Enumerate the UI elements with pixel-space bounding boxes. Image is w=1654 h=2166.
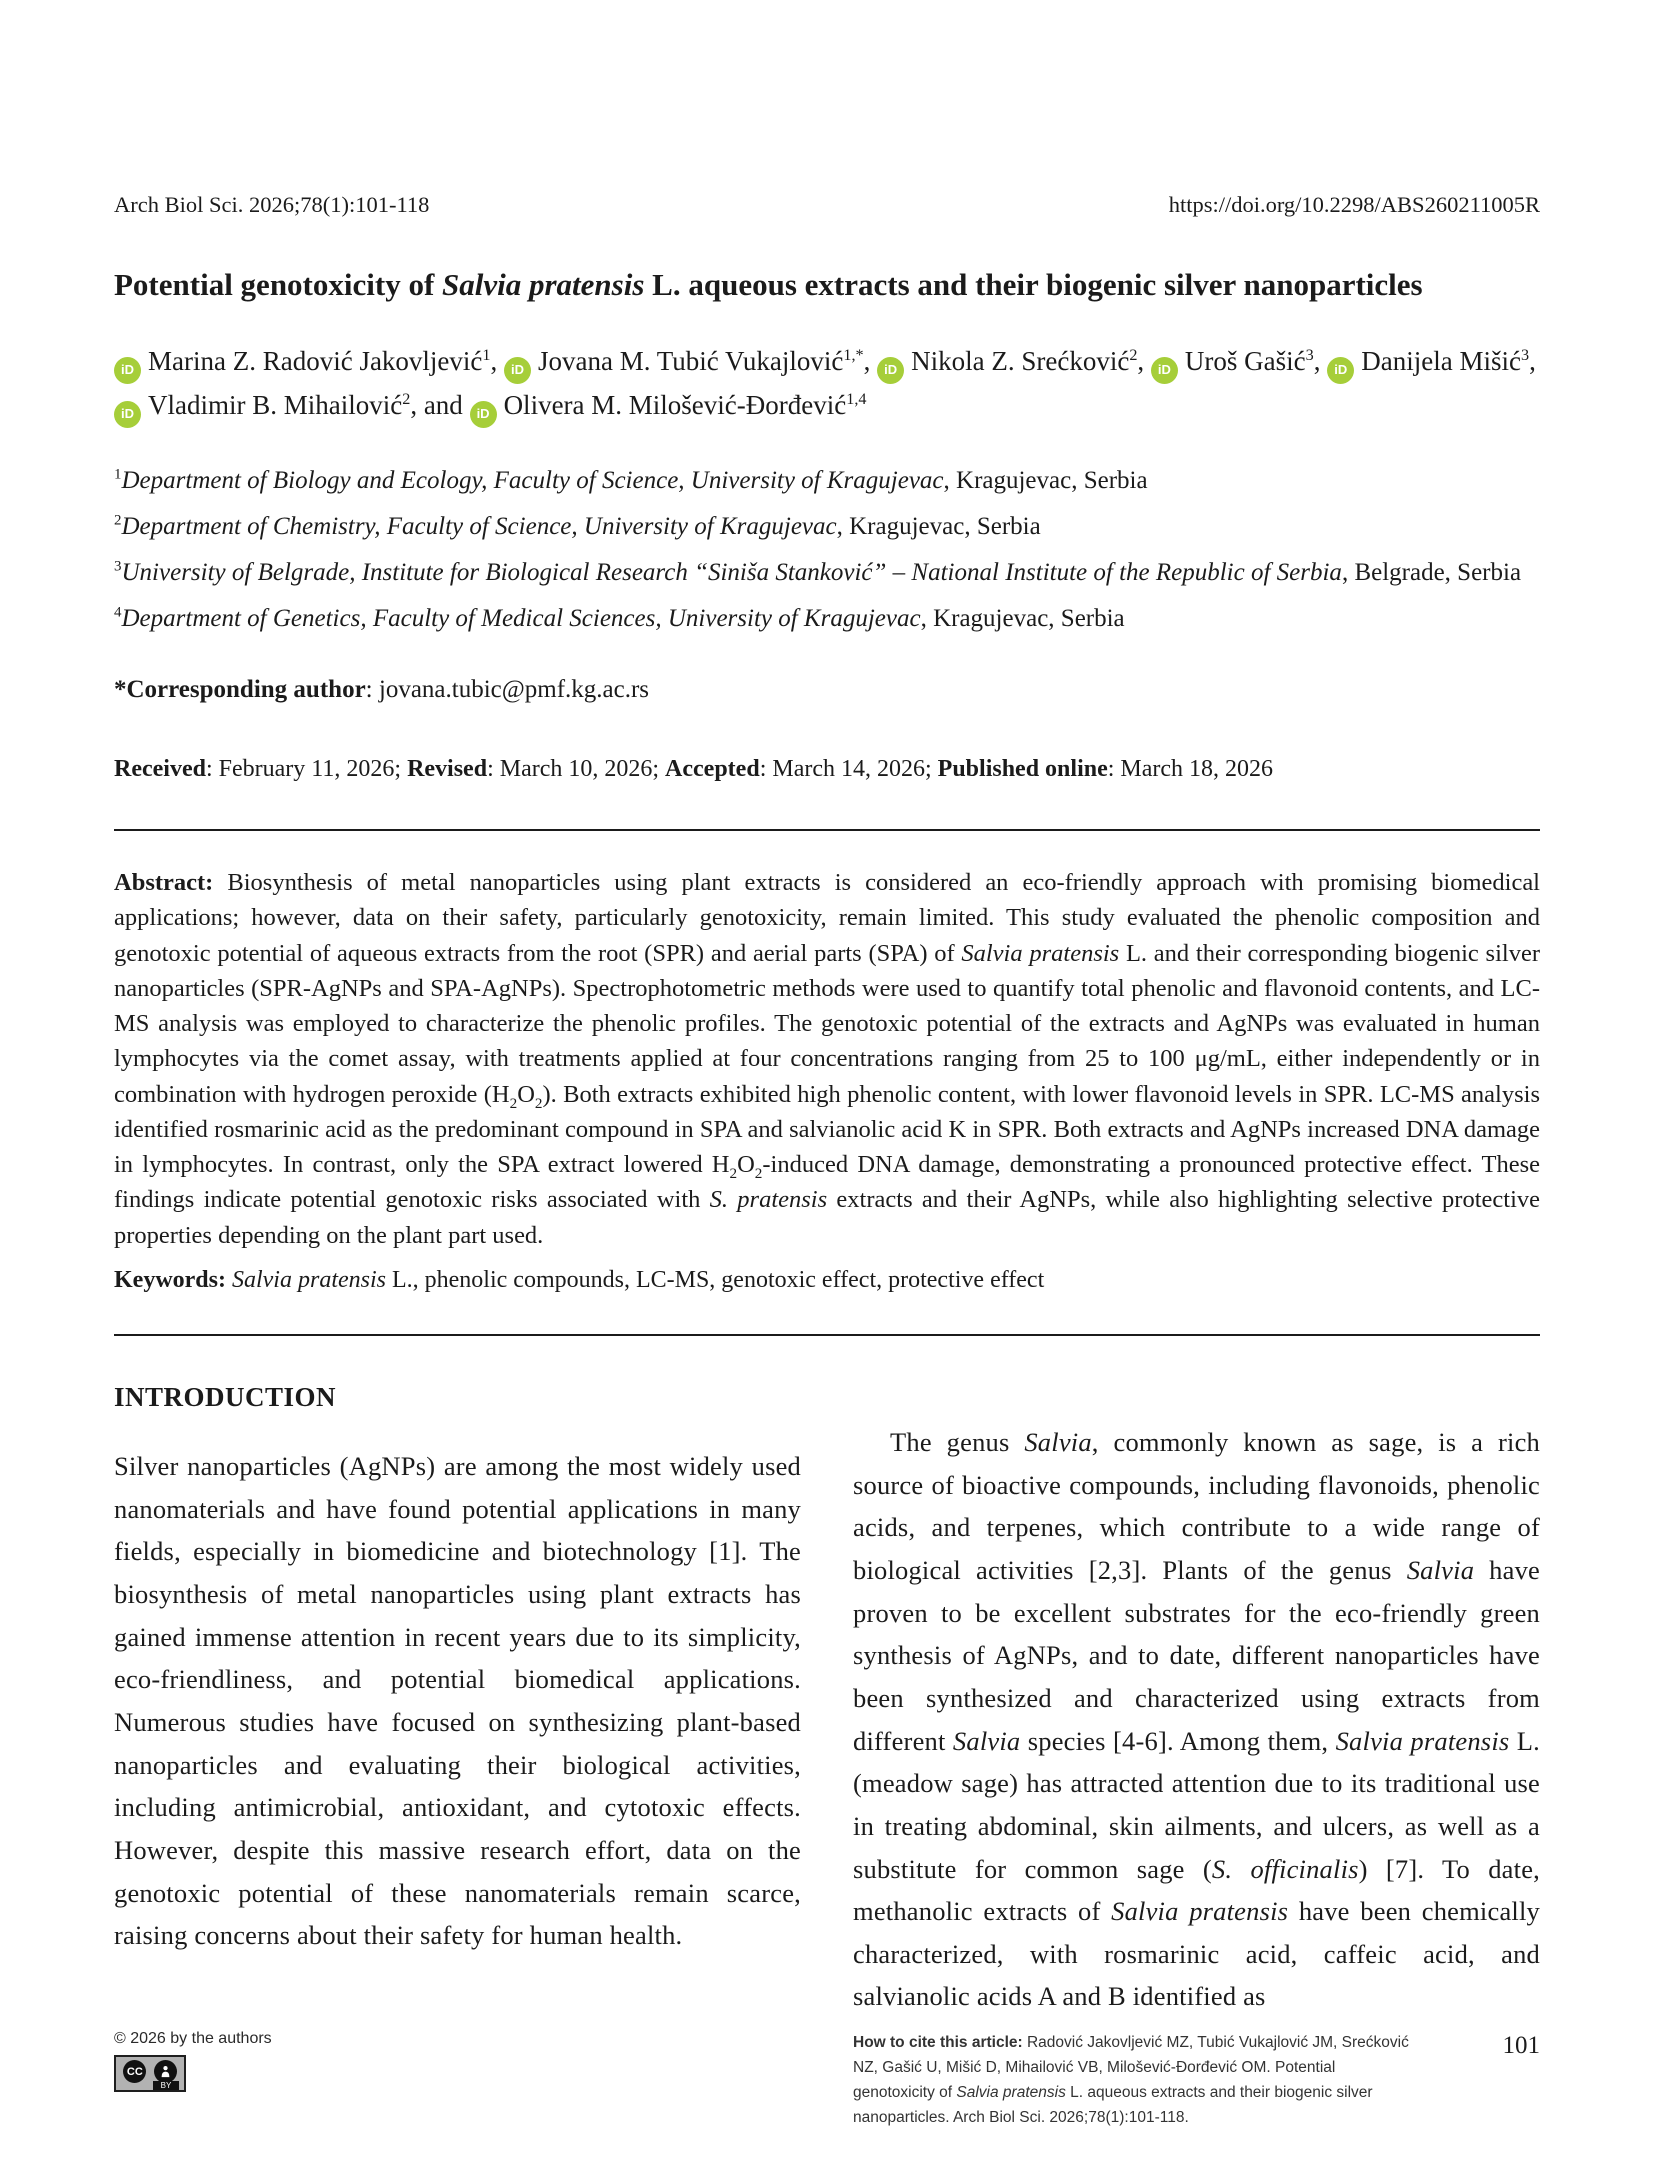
cc-icon: CC bbox=[123, 2060, 146, 2083]
corresponding-author-label: *Corresponding author bbox=[114, 676, 366, 704]
affiliation-institution: Department of Genetics, Faculty of Medical Sciences, University of Kragujevac bbox=[121, 605, 921, 633]
affiliation-list bbox=[114, 464, 1540, 636]
affiliation-location: , Belgrade, Serbia bbox=[1341, 559, 1522, 587]
orcid-icon: iD bbox=[470, 401, 497, 428]
body-columns bbox=[114, 1382, 1540, 2018]
author bbox=[1151, 346, 1327, 376]
attribution-person-icon bbox=[154, 2060, 177, 2083]
author-affil-sup: 3 bbox=[1520, 346, 1530, 365]
article-title: Potential genotoxicity of Salvia pratensis L. aqueous extracts and their biogenic silver nanoparticles bbox=[114, 267, 1423, 302]
cc-by-license-badge[interactable] bbox=[114, 2055, 186, 2092]
affiliation bbox=[114, 556, 1540, 590]
affiliation bbox=[114, 602, 1540, 636]
affiliation-location: , Kragujevac, Serbia bbox=[920, 605, 1125, 633]
affiliation-location: , Kragujevac, Serbia bbox=[836, 513, 1041, 541]
author bbox=[877, 346, 1151, 376]
affiliation-number: 3 bbox=[114, 558, 122, 575]
author-separator: , bbox=[863, 346, 878, 377]
divider bbox=[114, 829, 1540, 831]
author-list bbox=[114, 340, 1543, 428]
abstract: Abstract: Biosynthesis of metal nanoparticles using plant extracts is considered an eco-friendly approach with promising biomedical applications; however, data on their safety, particularly genotoxicity, remain limited. This study evaluated the phenolic composition and genotoxic potential of aqueous extracts from the root (SPR) and aerial parts (SPA) of Salvia pratensis L. and their corresponding biogenic silver nanoparticles (SPR-AgNPs and SPA-AgNPs). Spectrophotometric methods were used to quantify total phenolic and flavonoid contents, and LC-MS analysis was employed to characterize the phenolic profiles. The genotoxic potential of the extracts and AgNPs was evaluated in human lymphocytes via the comet assay, with treatments applied at four concentrations ranging from 25 to 100 μg/mL, either independently or in combination with hydrogen peroxide $(H_2O_2)$. Both extracts exhibited high phenolic content, with lower flavonoid levels in SPR. LC-MS analysis identified rosmarinic acid as the predominant compound in SPA and salvianolic acid K in SPR. Both extracts and AgNPs increased DNA damage in lymphocytes. In contrast, only the SPA extract lowered $H_2O_2$-induced DNA damage, demonstrating a pronounced protective effect. These findings indicate potential genotoxic risks associated with S. pratensis extracts and their AgNPs, while also highlighting selective protective properties depending on the plant part used. bbox=[114, 869, 1541, 1249]
journal-reference: Arch Biol Sci. 2026;78(1):101-118 bbox=[114, 192, 430, 217]
author-name: Jovana M. Tubić Vukajlović bbox=[538, 346, 844, 377]
author bbox=[114, 390, 470, 420]
corresponding-author-email[interactable]: jovana.tubic@pmf.kg.ac.rs bbox=[378, 676, 650, 704]
how-to-cite: How to cite this article: Radović Jakovljević MZ, Tubić Vukajlović JM, Srećković NZ, Gašić U, Mišić D, Mihailović VB, Milošević-Đorđević OM. Potential genotoxicity of Salvia pratensis L. aqueous extracts and their biogenic silver nanoparticles. Arch Biol Sci. 2026;78(1):101-118. bbox=[853, 2034, 1409, 2127]
author-name: Marina Z. Radović Jakovljević bbox=[148, 346, 483, 377]
affiliation-number: 1 bbox=[114, 466, 122, 483]
affiliation-institution: University of Belgrade, Institute for Biological Research “Siniša Stanković” – National Institute of the Republic of Serbia bbox=[121, 559, 1342, 587]
divider bbox=[114, 1334, 1540, 1336]
author-affil-sup: 1 bbox=[482, 346, 491, 365]
journal-header bbox=[114, 0, 1540, 218]
left-column bbox=[114, 1382, 801, 2018]
author-name: Uroš Gašić bbox=[1184, 346, 1306, 377]
author bbox=[504, 346, 877, 376]
intro-paragraph-2: The genus Salvia, commonly known as sage, is a rich source of bioactive compounds, including flavonoids, phenolic acids, and terpenes, which contribute to a wide range of biological activities [2,3]. Plants of the genus Salvia have proven to be excellent substrates for the eco-friendly green synthesis of AgNPs, and to date, different nanoparticles have been synthesized and characterized using extracts from different Salvia species [4-6]. Among them, Salvia pratensis L. (meadow sage) has attracted attention due to its traditional use in treating abdominal, skin ailments, and ulcers, as well as a substitute for common sage (S. officinalis) [7]. To date, methanolic extracts of Salvia pratensis have been chemically characterized, with rosmarinic acid, caffeic acid, and salvianolic acids A and B identified as bbox=[853, 1426, 1540, 2012]
page-number: 101 bbox=[1502, 2032, 1540, 2059]
author-affil-sup: 2 bbox=[402, 390, 411, 409]
affiliation-institution: Department of Chemistry, Faculty of Science, University of Kragujevac bbox=[121, 513, 837, 541]
orcid-icon: iD bbox=[877, 357, 904, 384]
corresponding-author bbox=[114, 676, 1540, 704]
author-name: Nikola Z. Srećković bbox=[911, 346, 1130, 377]
author-separator: , bbox=[1313, 346, 1328, 377]
affiliation bbox=[114, 464, 1540, 498]
orcid-icon: iD bbox=[114, 357, 141, 384]
copyright-notice: © 2026 by the authors bbox=[114, 2030, 272, 2047]
affiliation-number: 4 bbox=[114, 604, 122, 621]
author-affil-sup: 3 bbox=[1305, 346, 1314, 365]
keywords: Keywords: Salvia pratensis L., phenolic compounds, LC-MS, genotoxic effect, protective effect bbox=[114, 1266, 1045, 1293]
author-separator: , bbox=[1137, 346, 1151, 377]
affiliation-location: , Kragujevac, Serbia bbox=[943, 467, 1148, 495]
orcid-icon: iD bbox=[504, 357, 531, 384]
author-affil-sup: 2 bbox=[1129, 346, 1138, 365]
author bbox=[470, 390, 867, 420]
author bbox=[1327, 346, 1542, 376]
affiliation-number: 2 bbox=[114, 512, 122, 529]
author bbox=[114, 346, 504, 376]
orcid-icon: iD bbox=[1151, 357, 1178, 384]
orcid-icon: iD bbox=[1327, 357, 1354, 384]
orcid-icon: iD bbox=[114, 401, 141, 428]
author-name: Olivera M. Milošević-Đorđević bbox=[503, 390, 847, 421]
affiliation bbox=[114, 510, 1540, 544]
corresponding-author-separator: : bbox=[365, 676, 379, 704]
doi-link[interactable]: https://doi.org/10.2298/ABS260211005R bbox=[1168, 192, 1540, 217]
author-separator: , and bbox=[410, 390, 470, 421]
right-column bbox=[853, 1382, 1540, 2018]
author-name: Danijela Mišić bbox=[1361, 346, 1521, 377]
article-history: Received: February 11, 2026; Revised: March 10, 2026; Accepted: March 14, 2026; Published online: March 18, 2026 bbox=[114, 756, 1274, 783]
intro-paragraph-1: Silver nanoparticles (AgNPs) are among the most widely used nanomaterials and have found potential applications in many fields, especially in biomedicine and biotechnology [1]. The biosynthesis of metal nanoparticles using plant extracts has gained immense attention in recent years due to its simplicity, eco-friendliness, and potential biomedical applications. Numerous studies have focused on synthesizing plant-based nanoparticles and evaluating their biological activities, including antimicrobial, antioxidant, and cytotoxic effects. However, despite this massive research effort, data on the genotoxic potential of these nanomaterials remain scarce, raising concerns about their safety for human health. bbox=[114, 1450, 801, 1951]
author-separator: , bbox=[490, 346, 504, 377]
affiliation-institution: Department of Biology and Ecology, Faculty of Science, University of Kragujevac bbox=[121, 467, 944, 495]
author-name: Vladimir B. Mihailović bbox=[148, 390, 403, 421]
author-affil-sup: 1,4 bbox=[846, 390, 867, 409]
page-footer bbox=[114, 2030, 1540, 2130]
author-separator: , bbox=[1529, 346, 1543, 377]
author-affil-sup: 1,* bbox=[843, 346, 864, 365]
footer-license bbox=[114, 2030, 801, 2092]
cc-by-label: BY bbox=[153, 2081, 179, 2090]
section-heading-introduction: INTRODUCTION bbox=[114, 1381, 337, 1412]
